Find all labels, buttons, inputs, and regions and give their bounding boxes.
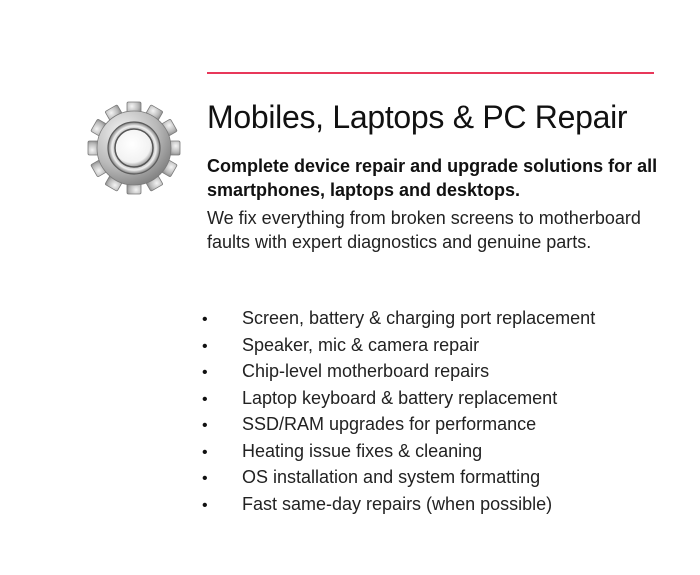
list-item-text: Fast same-day repairs (when possible) bbox=[242, 493, 553, 514]
list-item bbox=[202, 385, 595, 412]
list-item bbox=[202, 305, 595, 332]
list-item bbox=[202, 358, 595, 385]
feature-list bbox=[202, 305, 595, 517]
list-item bbox=[202, 491, 595, 518]
list-item bbox=[202, 411, 595, 438]
list-item-text: Heating issue fixes & cleaning bbox=[242, 440, 483, 461]
bullet-icon: • bbox=[202, 311, 208, 328]
list-item-text: Chip-level motherboard repairs bbox=[242, 361, 490, 381]
list-item bbox=[202, 332, 595, 359]
list-item bbox=[202, 438, 595, 465]
bullet-icon: • bbox=[202, 364, 208, 381]
gear-icon bbox=[86, 100, 182, 196]
bullet-icon: • bbox=[202, 337, 208, 355]
bullet-icon: • bbox=[202, 470, 208, 487]
bullet-icon: • bbox=[202, 496, 208, 514]
bullet-icon: • bbox=[202, 443, 208, 461]
list-item-text: Speaker, mic & camera repair bbox=[242, 334, 480, 355]
bullet-icon: • bbox=[202, 417, 208, 434]
accent-divider bbox=[207, 72, 654, 74]
list-item-text: SSD/RAM upgrades for performance bbox=[242, 414, 537, 434]
list-item bbox=[202, 464, 595, 491]
list-item-text: OS installation and system formatting bbox=[242, 467, 541, 487]
bullet-icon: • bbox=[202, 390, 208, 408]
intro-lead: Complete device repair and upgrade solutions for all smartphones, laptops and desktops. bbox=[207, 156, 658, 200]
page-title: Mobiles, Laptops & PC Repair bbox=[207, 99, 628, 135]
list-item-text: Laptop keyboard & battery replacement bbox=[242, 387, 558, 408]
intro-description: We fix everything from broken screens to motherboard faults with expert diagnostics and genuine parts. bbox=[207, 208, 641, 252]
list-item-text: Screen, battery & charging port replacement bbox=[242, 308, 596, 328]
